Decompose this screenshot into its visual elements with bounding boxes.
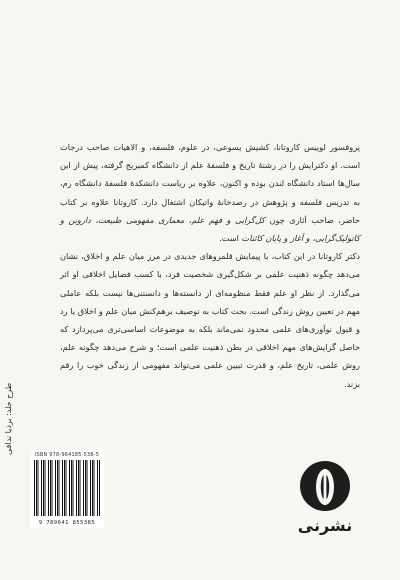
blurb-text	[60, 138, 360, 393]
paragraph-book-summary: دکتر کاروتانا در این کتاب، با پیمایش قلمروهای جدیدی در مرز میان علم و اخلاق، نشان می‌دهد چگونه ذهنیت علمی بر شکل‌گیری شخصیت فرد، یا کسب فضایل اخلاقی او اثر می‌گذارد. از نظر او علم فقط منظومه‌ای از دانسته‌ها و دانستنی‌ها نیست بلکه عاملی مهم در تعیین روش زندگی است. بحث کتاب به توصیف برهم‌کنش میان علم و اخلاق یا رد و قبول نوآوری‌های علمی محدود نمی‌ماند بلکه به موضوعات اساسی‌تری می‌پردازد که حاصل گرایش‌های مهم اخلاقی در بطن ذهنیت علمی است؛ و شرح می‌دهد چگونه علم، روش علمی، تاریخ علم، و قدرت تبیین علمی می‌تواند مفهومی از زندگی خوب را رقم بزند.	[60, 251, 361, 389]
barcode	[30, 450, 104, 528]
publisher-name: نشرنی	[297, 516, 353, 535]
cover-design-credit: طرح جلد: بردیا ندافی	[4, 382, 13, 456]
publisher-block	[290, 460, 360, 548]
isbn-label: ISBN 978-964185-538-5	[34, 452, 100, 458]
barcode-digits: 9 789641 855385	[38, 520, 96, 526]
reed-pen-logo-icon	[299, 460, 351, 512]
paragraph-author-bio: پروفسور لوییس کاروتانا، کشیش یسوعی، در علوم، فلسفه، و الاهیات صاحب درجات است. او دکترایش را در رشتهٔ تاریخ و فلسفهٔ علم از دانشگاه کمبریج گرفته، پیش از این سال‌ها استاد دانشگاه لندن بوده و اکنون، علاوه بر ریاست دانشکدهٔ فلسفهٔ دانشگاه رم، به تدریس فلسفه و پژوهش در رصدخانهٔ واتیکان اشتغال دارد. کاروتانا علاوه بر کتاب حاضر، صاحب آثاری چون کل‌گرایی و فهم علم، معماری مفهومی طبیعت، داروین و کاتولیک‌گرایی، و آغاز و پایان کائنات است.	[60, 142, 360, 244]
barcode-bars	[34, 460, 100, 516]
